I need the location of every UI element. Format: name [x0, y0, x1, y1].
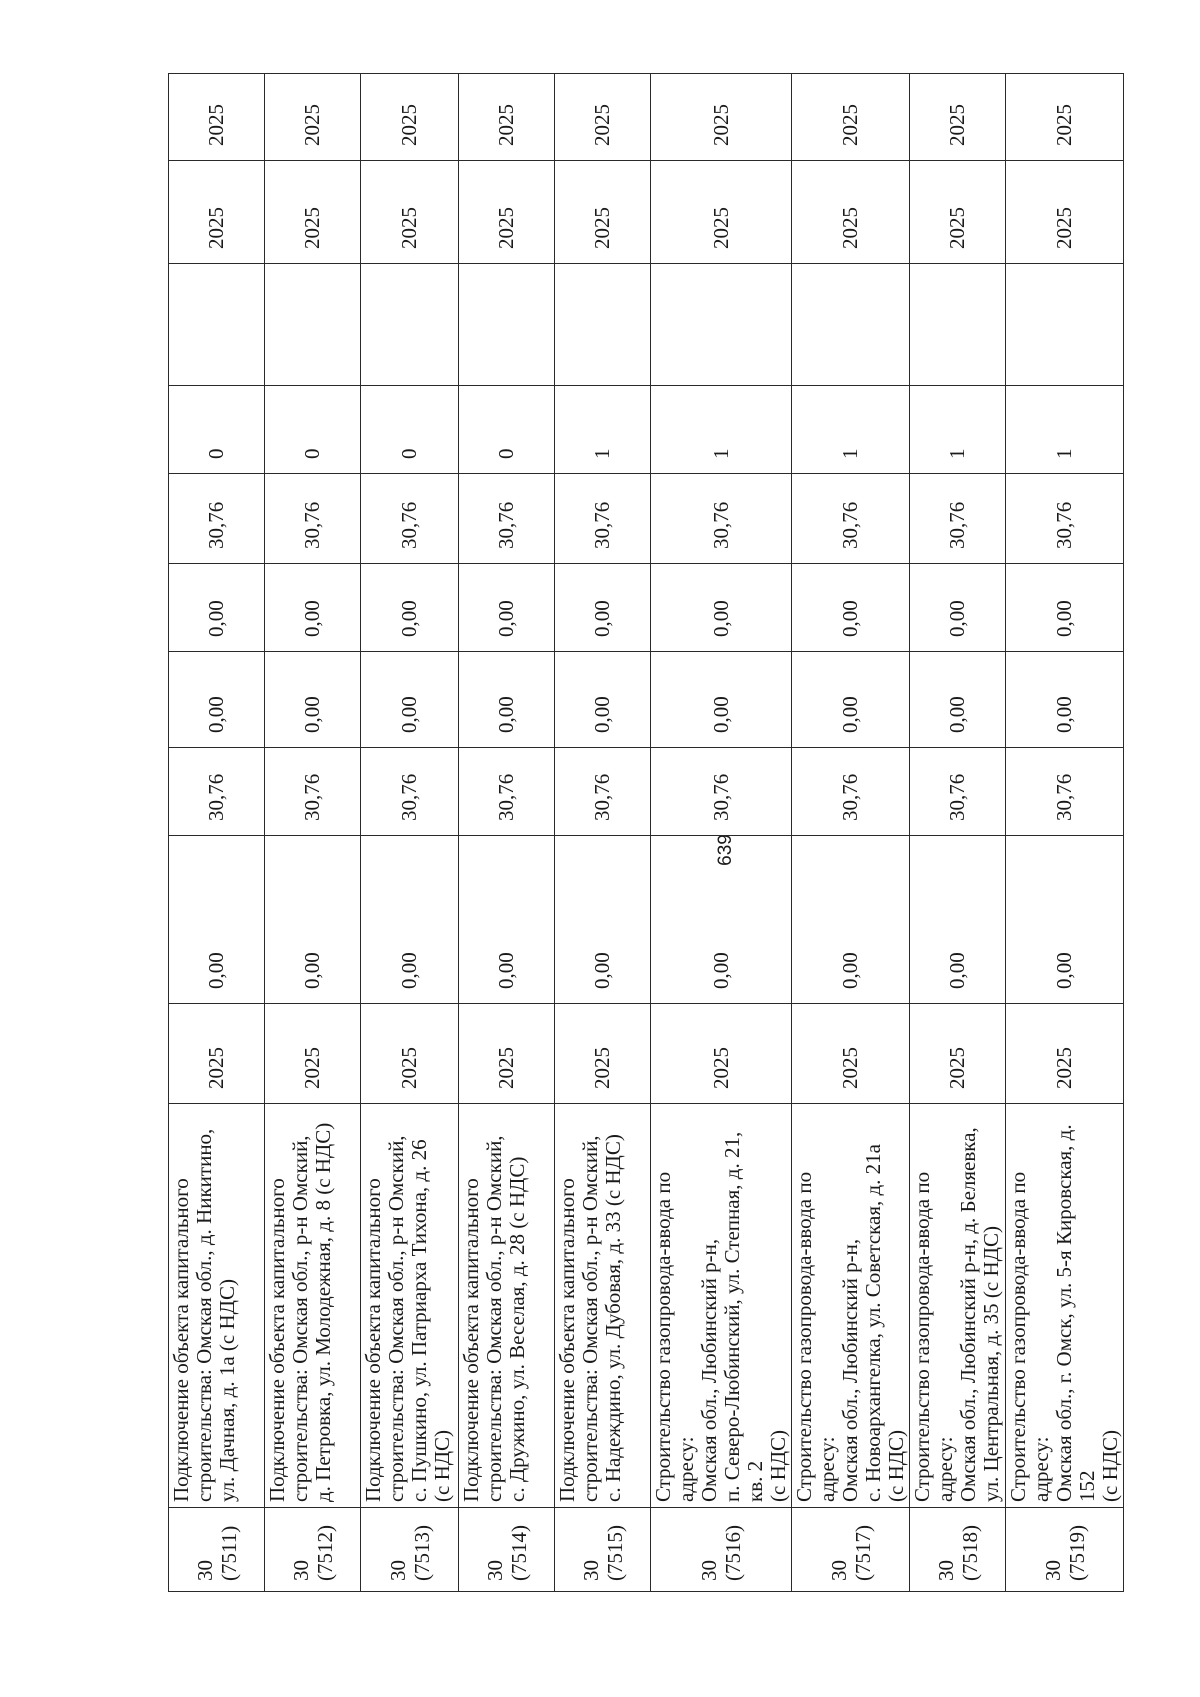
year-text: 2025 [1052, 104, 1076, 146]
table-row [169, 74, 265, 1592]
amount-text: 0,00 [204, 952, 228, 989]
amount-text: 30,76 [838, 773, 862, 821]
row-description-text: Подключение объекта капитального строительства: Омская обл., р-н Омский, с. Надеждино, ул. Дубовая, д. 33 (с НДС) [555, 1134, 625, 1502]
amount-text: 30,76 [1052, 501, 1076, 549]
year-cell [555, 74, 651, 161]
amount-cell [361, 836, 459, 1004]
year-text: 2025 [300, 104, 324, 146]
year-cell [265, 161, 361, 264]
amount-cell [651, 652, 792, 748]
amount-cell [459, 748, 555, 836]
amount-cell [169, 564, 265, 652]
amount-text: 30,76 [590, 501, 614, 549]
amount-text: 30,76 [590, 773, 614, 821]
empty-cell [651, 264, 792, 386]
table-body [169, 74, 1124, 1592]
year-cell [1006, 1004, 1124, 1104]
year-text: 2025 [945, 1047, 969, 1089]
year-cell [910, 1004, 1006, 1104]
amount-text: 0,00 [300, 696, 324, 733]
row-description-text: Подключение объекта капитального строительства: Омская обл., р-н Омский, с. Пушкино, ул. Патриарха Тихона, д. 26 (с НДС) [361, 1135, 454, 1502]
count-cell [910, 386, 1006, 474]
empty-cell [361, 264, 459, 386]
year-text: 2025 [397, 207, 421, 249]
count-text: 1 [708, 448, 733, 459]
year-cell [361, 1004, 459, 1104]
row-code-cell [265, 1508, 361, 1592]
table-row [555, 74, 651, 1592]
amount-cell [169, 836, 265, 1004]
amount-cell [651, 748, 792, 836]
count-cell [792, 386, 910, 474]
year-text: 2025 [494, 207, 518, 249]
amount-text: 30,76 [494, 773, 518, 821]
year-text: 2025 [204, 207, 228, 249]
empty-cell [459, 264, 555, 386]
amount-cell [1006, 748, 1124, 836]
year-cell [910, 74, 1006, 161]
amount-text: 0,00 [838, 696, 862, 733]
amount-cell [265, 836, 361, 1004]
year-text: 2025 [494, 1047, 518, 1089]
amount-text: 30,76 [204, 773, 228, 821]
year-cell [1006, 74, 1124, 161]
row-code-cell [651, 1508, 792, 1592]
empty-cell [169, 264, 265, 386]
amount-text: 0,00 [397, 696, 421, 733]
amount-text: 0,00 [708, 696, 733, 733]
count-cell [1006, 386, 1124, 474]
amount-cell [910, 652, 1006, 748]
amount-cell [910, 748, 1006, 836]
amount-cell [910, 836, 1006, 1004]
amount-cell [459, 474, 555, 564]
year-text: 2025 [300, 1047, 324, 1089]
amount-cell [265, 748, 361, 836]
year-text: 2025 [708, 1047, 733, 1089]
amount-text: 30,76 [708, 501, 733, 549]
row-code-text: 30 (7513) [385, 1525, 434, 1581]
year-text: 2025 [838, 1047, 862, 1089]
amount-text: 0,00 [300, 600, 324, 637]
amount-cell [910, 474, 1006, 564]
empty-cell [1006, 264, 1124, 386]
amount-cell [361, 652, 459, 748]
year-text: 2025 [300, 207, 324, 249]
row-description-text: Подключение объекта капитального строительства: Омская обл., р-н Омский, с. Дружино, ул. Веселая, д. 28 (с НДС) [459, 1135, 529, 1502]
year-text: 2025 [204, 1047, 228, 1089]
empty-cell [265, 264, 361, 386]
year-cell [792, 1004, 910, 1104]
amount-text: 0,00 [838, 600, 862, 637]
row-description-cell [792, 1104, 910, 1508]
year-text: 2025 [204, 104, 228, 146]
page-number-text: 639 [715, 834, 736, 866]
amount-cell [555, 748, 651, 836]
year-cell [265, 74, 361, 161]
year-cell [555, 161, 651, 264]
year-cell [459, 1004, 555, 1104]
year-text: 2025 [945, 104, 969, 146]
amount-cell [265, 652, 361, 748]
amount-text: 0,00 [204, 600, 228, 637]
count-text: 0 [300, 448, 324, 459]
amount-cell [910, 564, 1006, 652]
year-text: 2025 [590, 104, 614, 146]
row-code-text: 30 (7511) [192, 1525, 241, 1581]
year-text: 2025 [838, 104, 862, 146]
row-code-cell [361, 1508, 459, 1592]
year-cell [792, 74, 910, 161]
amount-cell [459, 564, 555, 652]
table-row [651, 74, 792, 1592]
empty-cell [555, 264, 651, 386]
count-cell [651, 386, 792, 474]
amount-cell [169, 474, 265, 564]
row-description-cell [555, 1104, 651, 1508]
year-text: 2025 [1052, 207, 1076, 249]
amount-cell [555, 836, 651, 1004]
year-text: 2025 [494, 104, 518, 146]
amount-cell [792, 474, 910, 564]
amount-cell [651, 836, 792, 1004]
amount-cell [651, 564, 792, 652]
amount-cell [792, 836, 910, 1004]
amount-text: 30,76 [300, 501, 324, 549]
row-code-text: 30 (7514) [482, 1525, 531, 1581]
year-cell [169, 161, 265, 264]
row-description-text: Строительство газопровода-ввода по адресу: Омская обл., Любинский р-н, п. Северо-Любинский, ул. Степная, д. 21, кв. 2 (с НДС) [651, 1131, 790, 1502]
investment-table [168, 73, 1124, 1592]
count-text: 0 [494, 448, 518, 459]
row-description-cell [459, 1104, 555, 1508]
amount-cell [1006, 564, 1124, 652]
year-text: 2025 [590, 207, 614, 249]
amount-text: 0,00 [1052, 696, 1076, 733]
count-text: 1 [945, 448, 969, 459]
amount-text: 30,76 [397, 773, 421, 821]
amount-cell [1006, 474, 1124, 564]
year-text: 2025 [708, 104, 733, 146]
table-row [361, 74, 459, 1592]
year-cell [169, 74, 265, 161]
year-text: 2025 [590, 1047, 614, 1089]
year-cell [361, 74, 459, 161]
empty-cell [910, 264, 1006, 386]
row-code-cell [555, 1508, 651, 1592]
amount-text: 0,00 [590, 600, 614, 637]
amount-cell [169, 748, 265, 836]
amount-text: 0,00 [945, 600, 969, 637]
amount-text: 0,00 [204, 696, 228, 733]
row-code-cell [169, 1508, 265, 1592]
amount-cell [265, 474, 361, 564]
year-text: 2025 [838, 207, 862, 249]
row-description-text: Строительство газопровода-ввода по адресу: Омская обл., Любинский р-н, с. Новоархангелка, ул. Советская, д. 21а (с НДС) [792, 1143, 908, 1502]
count-cell [459, 386, 555, 474]
amount-cell [792, 564, 910, 652]
row-description-cell [1006, 1104, 1124, 1508]
row-code-cell [459, 1508, 555, 1592]
year-text: 2025 [397, 1047, 421, 1089]
amount-cell [459, 652, 555, 748]
row-code-cell [910, 1508, 1006, 1592]
row-code-text: 30 (7512) [288, 1525, 337, 1581]
amount-text: 0,00 [397, 600, 421, 637]
amount-text: 0,00 [945, 696, 969, 733]
count-cell [555, 386, 651, 474]
amount-text: 30,76 [945, 501, 969, 549]
row-description-text: Подключение объекта капитального строительства: Омская обл., д. Никитино, ул. Дачная, д. 1а (с НДС) [169, 1128, 239, 1502]
row-code-text: 30 (7517) [826, 1525, 875, 1581]
amount-text: 30,76 [204, 501, 228, 549]
amount-text: 30,76 [945, 773, 969, 821]
amount-cell [361, 564, 459, 652]
row-code-text: 30 (7516) [697, 1525, 745, 1581]
year-cell [651, 1004, 792, 1104]
table-row [792, 74, 910, 1592]
count-text: 0 [397, 448, 421, 459]
rotated-table-wrapper [168, 74, 1122, 1592]
row-code-cell [792, 1508, 910, 1592]
amount-text: 30,76 [397, 501, 421, 549]
year-cell [361, 161, 459, 264]
table-row [265, 74, 361, 1592]
year-cell [1006, 161, 1124, 264]
empty-cell [792, 264, 910, 386]
amount-cell [459, 836, 555, 1004]
amount-cell [1006, 836, 1124, 1004]
amount-cell [792, 748, 910, 836]
amount-text: 0,00 [590, 952, 614, 989]
count-text: 1 [1052, 448, 1076, 459]
amount-cell [555, 564, 651, 652]
amount-cell [792, 652, 910, 748]
row-description-text: Строительство газопровода-ввода по адресу: Омская обл., Любинский р-н, д. Беляевка, ул. Центральная, д. 35 (с НДС) [910, 1127, 1003, 1502]
row-code-text: 30 (7515) [578, 1525, 627, 1581]
count-cell [169, 386, 265, 474]
year-text: 2025 [945, 207, 969, 249]
count-text: 1 [590, 448, 614, 459]
amount-text: 0,00 [1052, 600, 1076, 637]
row-description-cell [651, 1104, 792, 1508]
amount-cell [1006, 652, 1124, 748]
row-code-text: 30 (7519) [1040, 1525, 1089, 1581]
amount-cell [555, 474, 651, 564]
amount-text: 30,76 [708, 773, 733, 821]
amount-text: 0,00 [590, 696, 614, 733]
year-cell [651, 161, 792, 264]
amount-cell [169, 652, 265, 748]
amount-text: 0,00 [397, 952, 421, 989]
amount-text: 0,00 [494, 952, 518, 989]
amount-text: 0,00 [708, 952, 733, 989]
amount-cell [651, 474, 792, 564]
amount-text: 0,00 [1052, 952, 1076, 989]
year-cell [555, 1004, 651, 1104]
amount-text: 30,76 [838, 501, 862, 549]
year-cell [265, 1004, 361, 1104]
year-text: 2025 [397, 104, 421, 146]
row-code-cell [1006, 1508, 1124, 1592]
year-text: 2025 [1052, 1047, 1076, 1089]
year-cell [792, 161, 910, 264]
amount-cell [265, 564, 361, 652]
year-cell [459, 74, 555, 161]
amount-text: 30,76 [300, 773, 324, 821]
year-cell [459, 161, 555, 264]
count-cell [265, 386, 361, 474]
count-cell [361, 386, 459, 474]
row-description-cell [265, 1104, 361, 1508]
year-cell [651, 74, 792, 161]
amount-text: 0,00 [494, 600, 518, 637]
row-description-cell [169, 1104, 265, 1508]
year-cell [910, 161, 1006, 264]
row-description-cell [910, 1104, 1006, 1508]
amount-text: 30,76 [1052, 773, 1076, 821]
amount-text: 0,00 [494, 696, 518, 733]
row-description-text: Подключение объекта капитального строительства: Омская обл., р-н Омский, д. Петровка, ул. Молодежная, д. 8 (с НДС) [265, 1122, 335, 1502]
amount-cell [361, 474, 459, 564]
amount-cell [555, 652, 651, 748]
row-description-cell [361, 1104, 459, 1508]
amount-text: 0,00 [838, 952, 862, 989]
year-text: 2025 [708, 207, 733, 249]
amount-text: 0,00 [708, 600, 733, 637]
amount-text: 0,00 [300, 952, 324, 989]
table-row [459, 74, 555, 1592]
table-row [910, 74, 1006, 1592]
table-row [1006, 74, 1124, 1592]
row-code-text: 30 (7518) [933, 1525, 982, 1581]
count-text: 0 [204, 448, 228, 459]
row-description-text: Строительство газопровода-ввода по адресу: Омская обл., г. Омск, ул. 5-я Кировская, д. 152 (с НДС) [1006, 1124, 1122, 1502]
amount-text: 30,76 [494, 501, 518, 549]
amount-cell [361, 748, 459, 836]
amount-text: 0,00 [945, 952, 969, 989]
count-text: 1 [838, 448, 862, 459]
year-cell [169, 1004, 265, 1104]
